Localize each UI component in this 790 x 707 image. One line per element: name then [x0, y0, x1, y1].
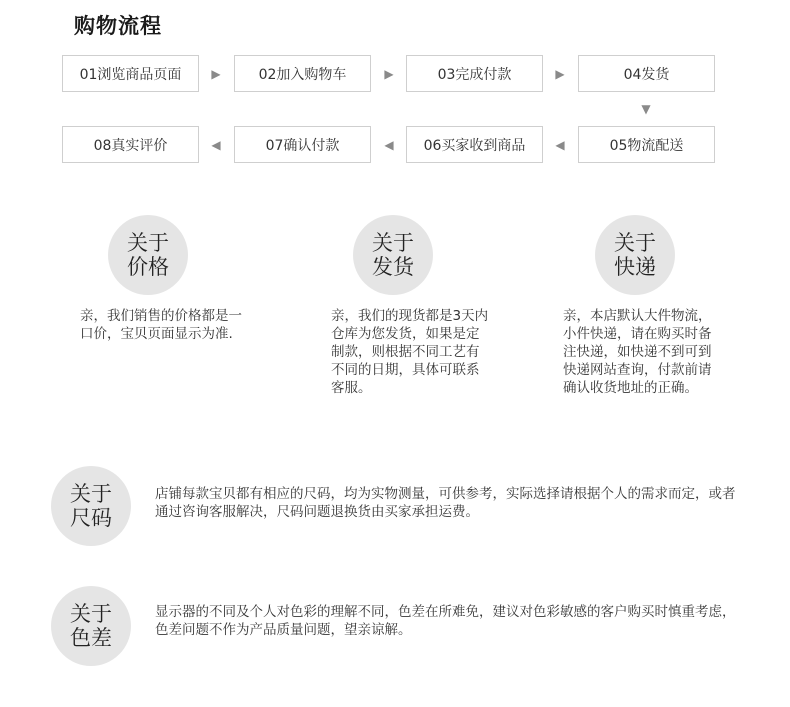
- courier-title: 关于快递: [614, 231, 656, 279]
- arrow-right-icon: ▶: [555, 67, 565, 81]
- size-circle: [51, 466, 131, 546]
- step-confirm: 07确认付款: [234, 126, 371, 163]
- size-description: 店铺每款宝贝都有相应的尺码，均为实物测量，可供参考，实际选择请根据个人的需求而定，或者通过咨询客服解决，尺码问题退换货由买家承担运费。: [155, 486, 736, 520]
- color-title: 关于色差: [70, 602, 112, 650]
- price-description: 亲，我们销售的价格都是一口价，宝贝页面显示为准.: [80, 308, 242, 342]
- step-received: 06买家收到商品: [406, 126, 543, 163]
- shipping-circle: [353, 215, 433, 295]
- price-circle: [108, 215, 188, 295]
- step-logistics: 05物流配送: [578, 126, 715, 163]
- courier-description: 亲，本店默认大件物流，小件快递，请在购买时备注快递，如快递不到可到快递网站查询，付款前请确认收货地址的正确。: [563, 308, 712, 396]
- page-title: 购物流程: [74, 14, 162, 38]
- step-browse: 01浏览商品页面: [62, 55, 199, 92]
- arrow-left-icon: ◀: [384, 138, 394, 152]
- shipping-description: 亲，我们的现货都是3天内仓库为您发货，如果是定制款，则根据不同工艺有不同的日期，具体可联系客服。: [331, 308, 489, 396]
- step-add-cart: 02加入购物车: [234, 55, 371, 92]
- price-title: 关于价格: [127, 231, 169, 279]
- arrow-right-icon: ▶: [384, 67, 394, 81]
- step-ship: 04发货: [578, 55, 715, 92]
- courier-circle: [595, 215, 675, 295]
- step-payment: 03完成付款: [406, 55, 543, 92]
- arrow-left-icon: ◀: [555, 138, 565, 152]
- arrow-left-icon: ◀: [211, 138, 221, 152]
- shipping-title: 关于发货: [372, 231, 414, 279]
- color-description: 显示器的不同及个人对色彩的理解不同，色差在所难免，建议对色彩敏感的客户购买时慎重考虑，色差问题不作为产品质量问题，望亲谅解。: [155, 604, 736, 638]
- arrow-down-icon: ▼: [641, 102, 651, 116]
- color-circle: [51, 586, 131, 666]
- arrow-right-icon: ▶: [211, 67, 221, 81]
- step-review: 08真实评价: [62, 126, 199, 163]
- size-title: 关于尺码: [70, 482, 112, 530]
